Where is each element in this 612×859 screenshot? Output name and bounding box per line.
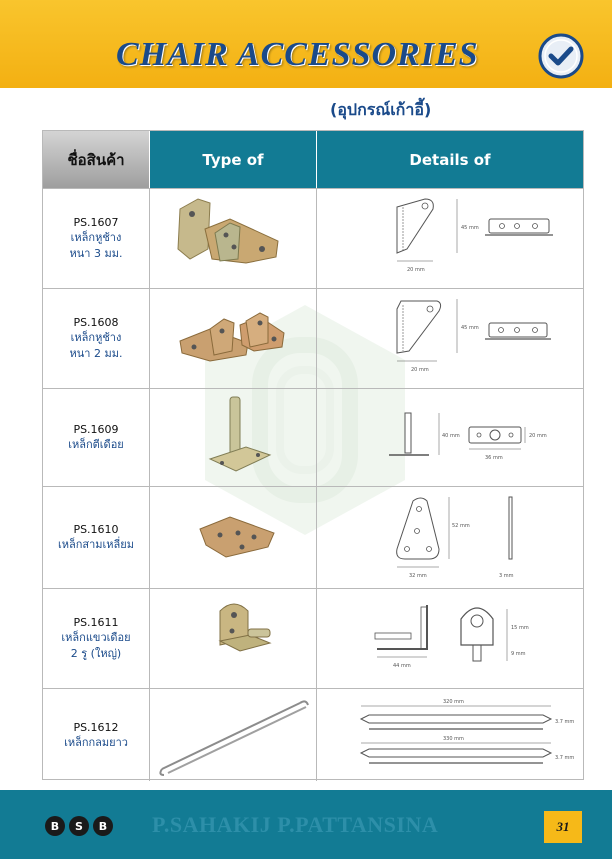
product-photo [149,689,316,781]
product-name-cell [43,689,149,781]
product-code: PS.1609 [73,423,119,436]
detail-drawing [316,689,583,781]
product-photo [149,487,316,588]
table-row [43,188,583,288]
product-code: PS.1608 [73,316,119,329]
product-desc: เหล็กตีเดือย [68,438,124,451]
header-product-name: ชื่อสินค้า [43,131,149,188]
detail-drawing [316,487,583,588]
header-details: Details of [316,131,583,188]
detail-drawing [316,389,583,486]
company-logo [44,814,114,838]
svg-text:B: B [98,820,108,833]
dimension-label: 44 mm [393,663,411,669]
dimension-label: 3.7 mm [555,755,575,761]
product-photo [149,289,316,388]
product-name-cell [43,289,149,388]
dimension-label: 52 mm [452,523,470,529]
product-photo [149,389,316,486]
table-row [43,588,583,688]
dimension-label: 45 mm [461,225,479,231]
product-code: PS.1611 [73,616,119,629]
product-name-cell [43,589,149,688]
page-number: 31 [544,811,582,843]
dimension-label: 32 mm [409,573,427,579]
svg-text:B: B [50,820,60,833]
product-desc: เหล็กแขวเดือย [61,631,131,644]
detail-drawing [316,289,583,388]
table-row [43,688,583,781]
product-code: PS.1610 [73,523,119,536]
footer-brand: P.SAHAKIJ P.PATTANSINA [152,812,439,837]
detail-drawing [316,189,583,288]
product-code: PS.1612 [73,720,119,734]
dimension-label: 40 mm [442,433,460,439]
dimension-label: 20 mm [529,433,547,439]
dimension-label: 330 mm [443,736,464,742]
check-circle-icon [537,32,585,80]
table-row [43,486,583,588]
dimension-label: 3 mm [499,573,514,579]
product-desc: 2 รู (ใหญ่) [70,647,122,660]
dimension-label: 45 mm [461,325,479,331]
product-name-cell [43,487,149,588]
product-photo [149,189,316,288]
table-header [43,131,583,188]
svg-text:S: S [75,820,83,833]
dimension-label: 320 mm [443,699,464,705]
table-row [43,388,583,486]
dimension-label: 20 mm [407,267,425,273]
page-subtitle: (อุปกรณ์เก้าอี้) [330,100,432,119]
table-row [43,288,583,388]
product-desc: เหล็กสามเหลี่ยม [57,538,134,551]
dimension-label: 20 mm [411,367,429,373]
dimension-label: 36 mm [485,455,503,461]
product-table [42,130,584,780]
product-code: PS.1607 [73,216,119,229]
dimension-label: 3.7 mm [555,719,575,725]
product-photo [149,589,316,688]
product-desc: เหล็กหูช้าง [70,331,122,344]
product-desc: หนา 3 มม. [69,247,123,260]
dimension-label: 15 mm [511,625,529,631]
product-desc: เหล็กกลมยาว [64,735,128,749]
product-name-cell [43,389,149,486]
product-desc: หนา 2 มม. [69,347,123,360]
header-type: Type of [149,131,316,188]
detail-drawing [316,589,583,688]
page-title: CHAIR ACCESSORIES [116,36,479,73]
product-desc: เหล็กหูช้าง [70,231,122,244]
dimension-label: 9 mm [511,651,526,657]
product-name-cell [43,189,149,288]
